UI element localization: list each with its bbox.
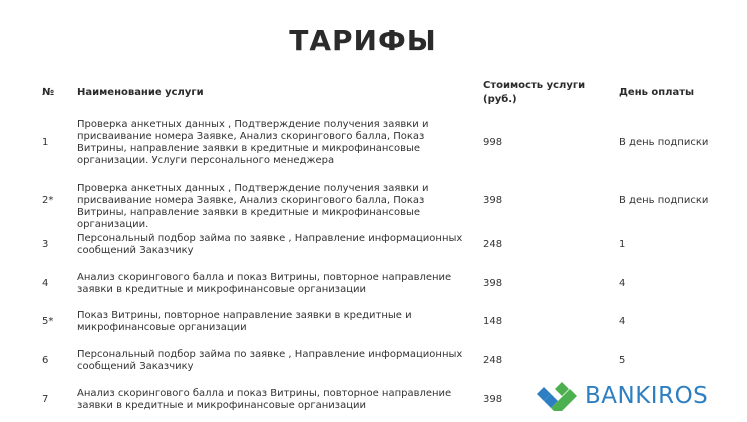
header-payment-day: День оплаты bbox=[619, 87, 695, 98]
row-number: 5* bbox=[42, 316, 54, 327]
row-number: 2* bbox=[42, 195, 54, 206]
header-service-name: Наименование услуги bbox=[77, 87, 204, 98]
header-number: № bbox=[42, 87, 55, 98]
row-service-name: Показ Витрины, повторное направление заявки в кредитные и микрофинансовые организации bbox=[77, 310, 412, 333]
row-cost: 398 bbox=[483, 278, 503, 289]
row-cost: 398 bbox=[483, 195, 503, 206]
row-payment-day: 4 bbox=[619, 316, 626, 327]
row-service-name: Проверка анкетных данных , Подтверждение получения заявки и присваивание номера Заявке, Анализ скорингового балла, Показ Витрины, направление заявки в кредитные и микрофинансовые организации. Услуги персонального менеджера bbox=[77, 119, 429, 166]
row-number: 3 bbox=[42, 239, 49, 250]
row-number: 4 bbox=[42, 278, 49, 289]
row-payment-day: 4 bbox=[619, 278, 626, 289]
bankiros-logo-icon bbox=[535, 381, 579, 411]
row-cost: 248 bbox=[483, 355, 503, 366]
row-service-name: Персональный подбор займа по заявке , Направление информационных сообщений Заказчику bbox=[77, 349, 463, 372]
row-number: 7 bbox=[42, 394, 49, 405]
row-cost: 398 bbox=[483, 394, 503, 405]
row-service-name: Проверка анкетных данных , Подтверждение получения заявки и присваивание номера Заявке, Анализ скорингового балла, Показ Витрины, направление заявки в кредитные и микрофинансовые организации. bbox=[77, 183, 429, 230]
row-cost: 998 bbox=[483, 137, 503, 148]
row-service-name: Персональный подбор займа по заявке , Направление информационных сообщений Заказчику bbox=[77, 233, 463, 256]
row-cost: 248 bbox=[483, 239, 503, 250]
row-service-name: Анализ скорингового балла и показ Витрины, повторное направление заявки в кредитные и микрофинансовые организации bbox=[77, 388, 452, 411]
row-service-name: Анализ скорингового балла и показ Витрины, повторное направление заявки в кредитные и микрофинансовые организации bbox=[77, 272, 452, 295]
row-payment-day: 1 bbox=[619, 239, 626, 250]
row-number: 6 bbox=[42, 355, 49, 366]
header-service-cost: Стоимость услуги (руб.) bbox=[483, 80, 586, 105]
bankiros-watermark bbox=[535, 379, 708, 413]
row-cost: 148 bbox=[483, 316, 503, 327]
row-number: 1 bbox=[42, 137, 49, 148]
page-title: ТАРИФЫ bbox=[289, 24, 437, 57]
row-payment-day: В день подписки bbox=[619, 195, 709, 206]
row-payment-day: 5 bbox=[619, 355, 626, 366]
bankiros-logo-text: BANKIROS bbox=[585, 383, 709, 409]
row-payment-day: В день подписки bbox=[619, 137, 709, 148]
